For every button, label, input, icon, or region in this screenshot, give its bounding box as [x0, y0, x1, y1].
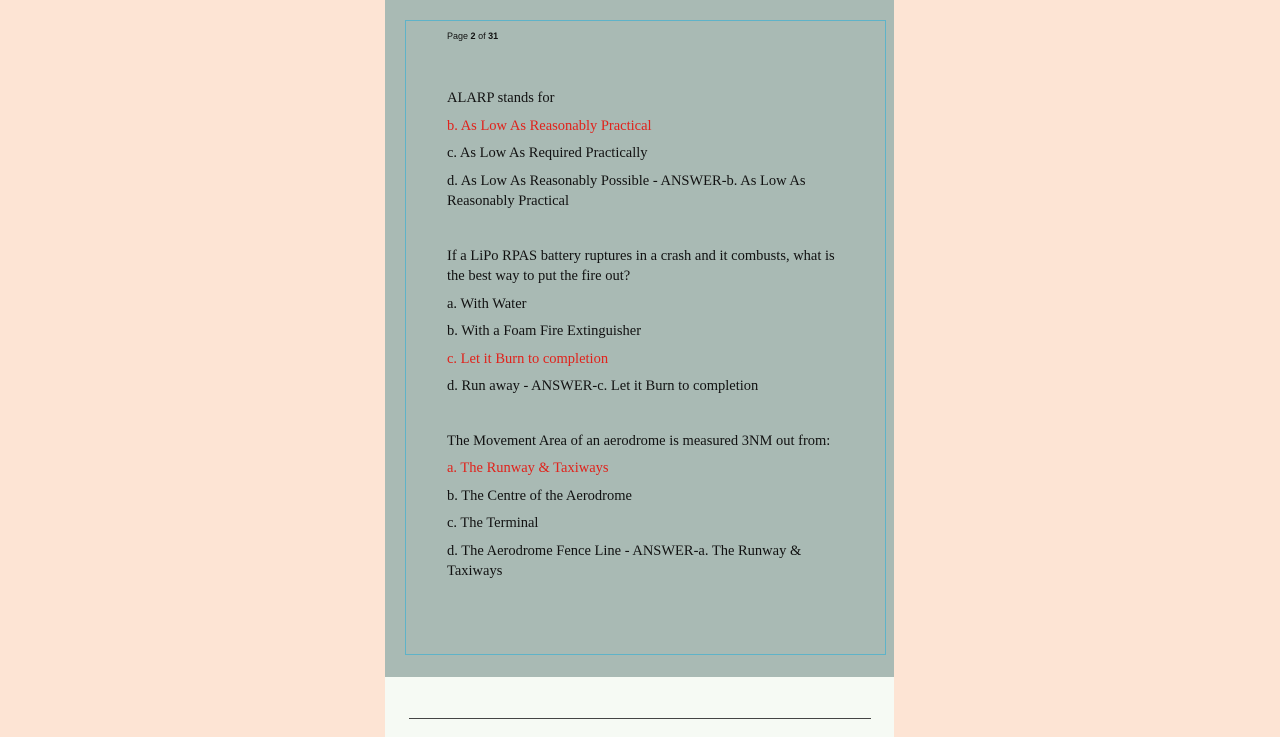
current-page-number: 2	[470, 31, 476, 41]
document-page	[385, 0, 894, 677]
answer-option: c. The Terminal	[447, 515, 539, 531]
answer-option: d. Run away - ANSWER-c. Let it Burn to completion	[447, 378, 759, 394]
answer-option: b. The Centre of the Aerodrome	[447, 487, 632, 504]
question-block	[447, 431, 847, 582]
page-number	[447, 31, 498, 41]
answer-option: d. As Low As Reasonably Possible - ANSWER-b. As Low As Reasonably Practical	[447, 172, 806, 209]
page-of-label: of	[478, 31, 486, 41]
question-text: If a LiPo RPAS battery ruptures in a crash and it combusts, what is the best way to put the fire out?	[447, 247, 835, 284]
question-text: ALARP stands for	[447, 90, 555, 106]
answer-option: b. With a Foam Fire Extinguisher	[447, 323, 642, 339]
answer-option: d. The Aerodrome Fence Line - ANSWER-a. The Runway & Taxiways	[447, 542, 802, 579]
answer-option: c. Let it Burn to completion	[447, 350, 609, 367]
answer-option: b. As Low As Reasonably Practical	[447, 117, 652, 134]
answer-option: c. As Low As Required Practically	[447, 145, 648, 161]
next-page-preview	[385, 677, 894, 737]
question-block	[447, 88, 847, 212]
question-block	[447, 246, 847, 397]
question-text: The Movement Area of an aerodrome is measured 3NM out from:	[447, 432, 831, 449]
question-list	[447, 88, 847, 616]
total-pages-number: 31	[488, 31, 499, 41]
header-rule	[409, 718, 871, 719]
answer-option: a. With Water	[447, 295, 527, 312]
answer-option: a. The Runway & Taxiways	[447, 460, 609, 476]
page-label: Page	[447, 31, 469, 41]
